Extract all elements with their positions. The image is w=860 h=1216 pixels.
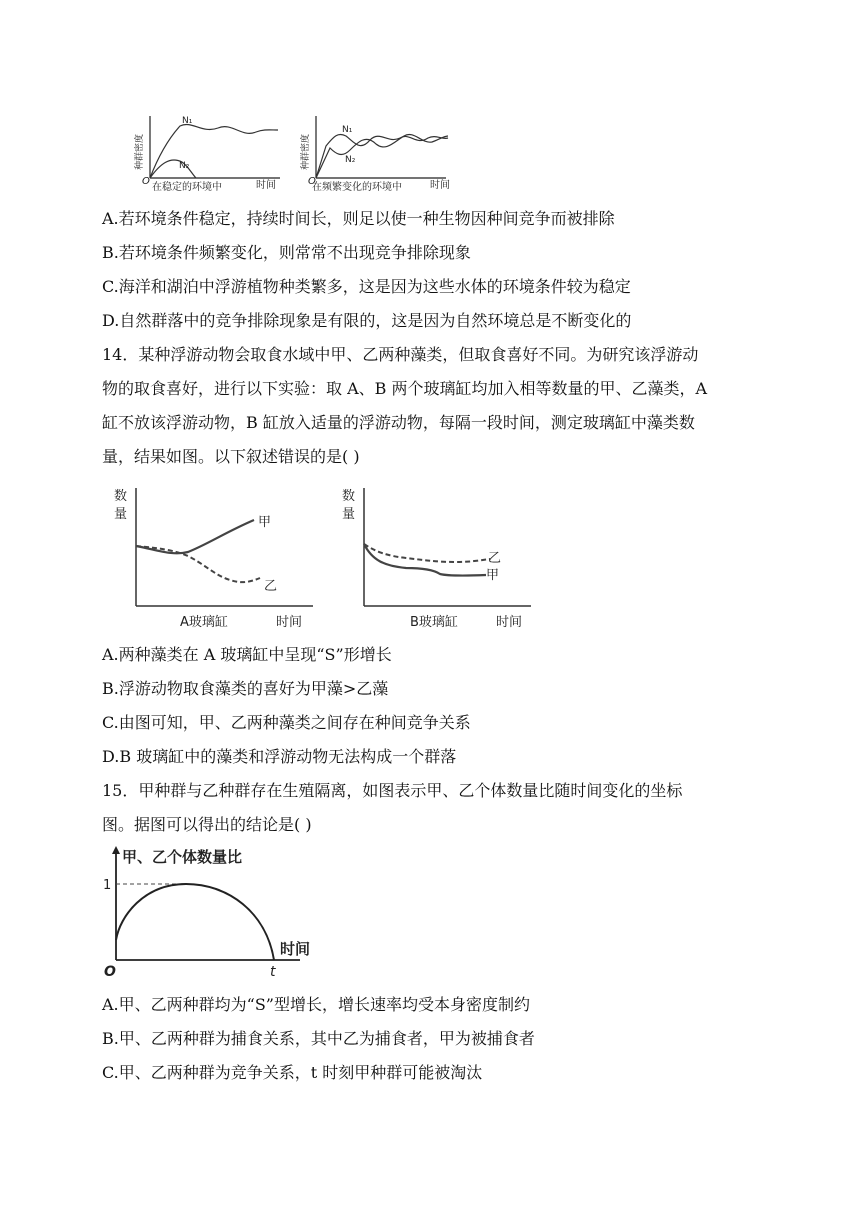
q15-stem-line-2: 图。据图可以得出的结论是( ) [102, 815, 312, 834]
q13-option-b: B.若环境条件频繁变化，则常常不出现竞争排除现象 [102, 243, 471, 262]
q14-a-yi: 乙 [264, 579, 278, 594]
q13-right-ylabel: 种群密度 [301, 133, 311, 170]
q15-xtick: t [270, 964, 276, 980]
q14-option-c: C.由图可知，甲、乙两种藻类之间存在种间竞争关系 [102, 713, 471, 732]
q14-a-xlabel: 时间 [276, 615, 303, 630]
q13-left-n2: N₂ [179, 161, 190, 171]
q14-option-b: B.浮游动物取食藻类的喜好为甲藻>乙藻 [102, 679, 389, 698]
q15-ytick: 1 [103, 878, 112, 893]
q14-b-yi: 乙 [488, 551, 502, 566]
q13-option-d: D.自然群落中的竞争排除现象是有限的，这是因为自然环境总是不断变化的 [102, 311, 632, 330]
q13-right-xlabel: 时间 [430, 180, 450, 191]
q13-right-caption: 在频繁变化的环境中 [312, 182, 402, 193]
q14-a-ylabel-2: 量 [114, 507, 128, 522]
q15-origin: O [104, 964, 116, 980]
q14-b-ylabel-2: 量 [342, 507, 356, 522]
q15-option-b: B.甲、乙两种群为捕食关系，其中乙为捕食者，甲为被捕食者 [102, 1029, 535, 1048]
q14-stem-line-2: 物的取食喜好，进行以下实验：取 A、B 两个玻璃缸均加入相等数量的甲、乙藻类，A [102, 379, 708, 398]
q13-left-caption: 在稳定的环境中 [152, 182, 222, 193]
q14-a-jia: 甲 [258, 515, 272, 530]
q13-right-origin: O [308, 176, 316, 187]
q14-b-jia: 甲 [486, 568, 500, 583]
q13-left-xlabel: 时间 [256, 180, 276, 191]
q14-option-a: A.两种藻类在 A 玻璃缸中呈现“S”形增长 [102, 645, 392, 664]
q14-figure-b [336, 480, 536, 636]
q14-b-xlabel: 时间 [496, 615, 523, 630]
q13-figure-changing [296, 112, 460, 197]
q15-option-a: A.甲、乙两种群均为“S”型增长，增长速率均受本身密度制约 [102, 995, 530, 1014]
q14-b-caption: B玻璃缸 [410, 615, 458, 630]
q13-left-n1: N₁ [182, 116, 193, 126]
q13-figure-stable [130, 112, 290, 197]
q13-right-n1: N₁ [342, 125, 353, 135]
q14-stem-line-3: 缸不放该浮游动物，B 缸放入适量的浮游动物，每隔一段时间，测定玻璃缸中藻类数 [102, 413, 695, 432]
q15-ylabel: 甲、乙个体数量比 [122, 848, 243, 866]
q14-b-ylabel-1: 数 [342, 489, 356, 504]
q15-stem-line-1: 15．甲种群与乙种群存在生殖隔离，如图表示甲、乙个体数量比随时间变化的坐标 [102, 781, 683, 800]
q13-option-a: A.若环境条件稳定，持续时间长，则足以使一种生物因种间竞争而被排除 [102, 209, 615, 228]
q14-stem-line-1: 14．某种浮游动物会取食水域中甲、乙两种藻类，但取食喜好不同。为研究该浮游动 [102, 345, 699, 364]
q14-a-caption: A玻璃缸 [180, 615, 228, 630]
q14-a-ylabel-1: 数 [114, 489, 128, 504]
q13-left-origin: O [142, 176, 150, 187]
q14-figure-a [108, 480, 328, 636]
q15-xlabel: 时间 [280, 940, 311, 958]
q13-right-n2: N₂ [345, 155, 356, 165]
q15-option-c: C.甲、乙两种群为竞争关系，t 时刻甲种群可能被淘汰 [102, 1063, 483, 1082]
q14-stem-line-4: 量，结果如图。以下叙述错误的是( ) [102, 447, 360, 466]
q14-option-d: D.B 玻璃缸中的藻类和浮游动物无法构成一个群落 [102, 747, 457, 766]
q13-option-c: C.海洋和湖泊中浮游植物种类繁多，这是因为这些水体的环境条件较为稳定 [102, 277, 631, 296]
q13-left-ylabel: 种群密度 [135, 133, 145, 170]
q15-figure [100, 842, 330, 982]
